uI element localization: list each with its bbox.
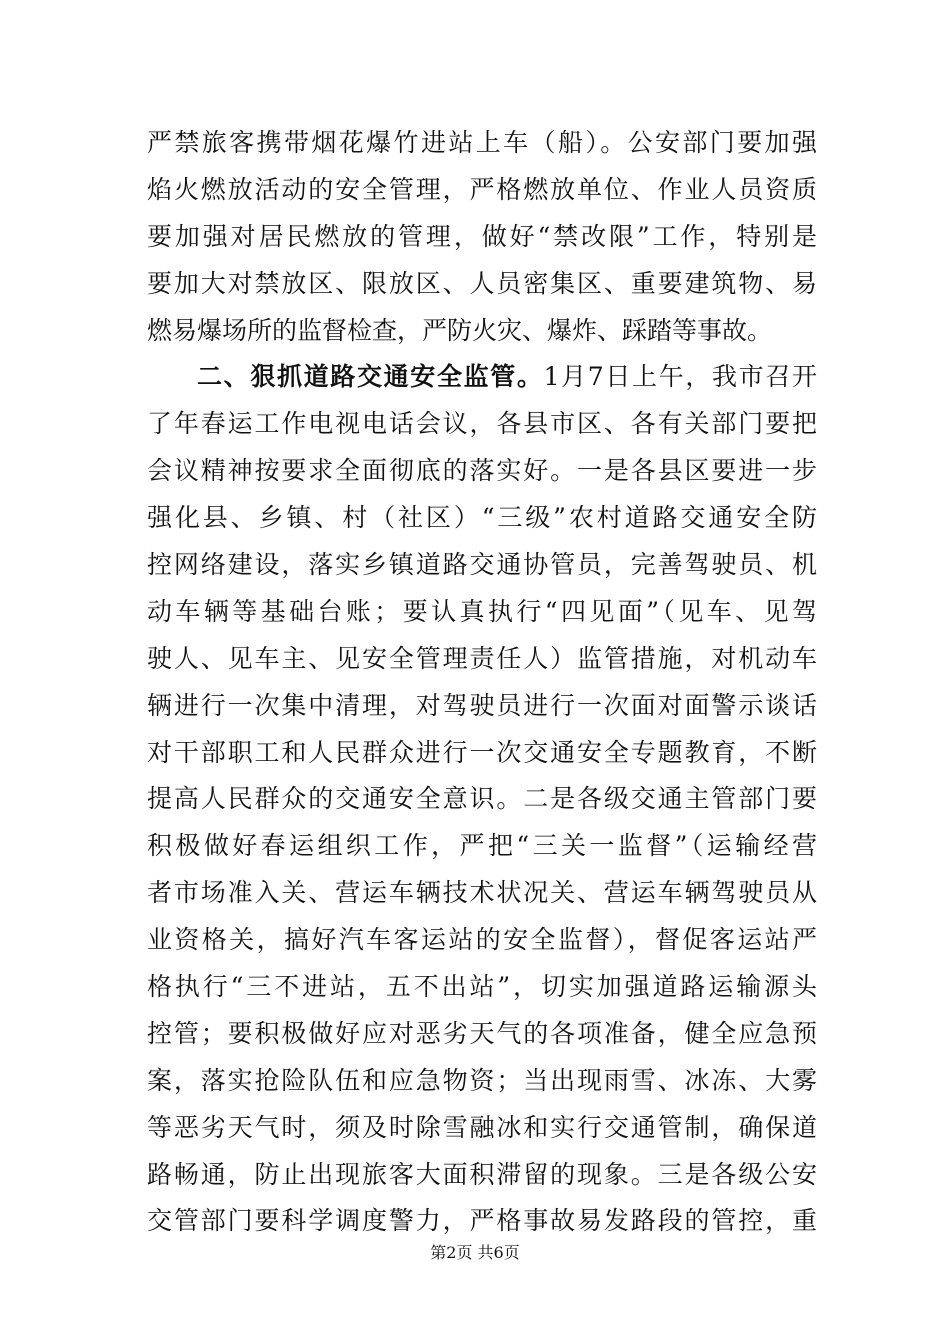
- text-line: 路畅通，防止出现旅客大面积滞留的现象。三是各级公安: [147, 1159, 817, 1189]
- document-body: [147, 120, 817, 1245]
- text-line: 对干部职工和人民群众进行一次交通安全专题教育，不断: [147, 737, 817, 767]
- text-line: 控管；要积极做好应对恶劣天气的各项准备，健全应急预: [147, 1018, 817, 1048]
- paragraph-fireworks-safety: [147, 120, 817, 354]
- text-line: 燃易爆场所的监督检查，严防火灾、爆炸、踩踏等事故。: [147, 315, 773, 345]
- text-line: 辆进行一次集中清理，对驾驶员进行一次面对面警示谈话: [147, 690, 817, 720]
- text-line: 要加强对居民燃放的管理，做好“禁改限”工作，特别是: [147, 221, 817, 251]
- text-line: 了年春运工作电视电话会议，各县市区、各有关部门要把: [147, 409, 817, 439]
- paragraph-road-traffic-safety: [147, 354, 817, 1245]
- text-line: 严禁旅客携带烟花爆竹进站上车（船）。公安部门要加强: [147, 128, 817, 157]
- text-line: 提高人民群众的交通安全意识。二是各级交通主管部门要: [147, 784, 817, 814]
- text-line: 等恶劣天气时，须及时除雪融冰和实行交通管制，确保道: [147, 1112, 817, 1142]
- text-line: 交管部门要科学调度警力，严格事故易发路段的管控，重: [147, 1206, 817, 1236]
- text-line: 会议精神按要求全面彻底的落实好。一是各县区要进一步: [147, 456, 817, 486]
- text-line: 要加大对禁放区、限放区、人员密集区、重要建筑物、易: [147, 268, 817, 298]
- text-line: 积极做好春运组织工作，严把“三关一监督”（运输经营: [147, 831, 817, 861]
- text-line: 驶人、见车主、见安全管理责任人）监管措施，对机动车: [147, 643, 817, 673]
- text-line-rest: 1月7日上午，我市召开: [543, 362, 817, 392]
- page-number-footer: 第2页 共6页: [430, 1243, 520, 1262]
- text-line: 者市场准入关、营运车辆技术状况关、营运车辆驾驶员从: [147, 878, 817, 908]
- text-line: 格执行“三不进站，五不出站”，切实加强道路运输源头: [147, 972, 817, 1002]
- text-line: 控网络建设，落实乡镇道路交通协管员，完善驾驶员、机: [147, 550, 817, 580]
- section-heading: 二、狠抓道路交通安全监管。: [197, 362, 544, 392]
- text-line-with-heading: [147, 354, 817, 401]
- text-line: 动车辆等基础台账；要认真执行“四见面”（见车、见驾: [147, 596, 817, 626]
- text-line: 业资格关，搞好汽车客运站的安全监督），督促客运站严: [147, 925, 817, 955]
- text-line: 焰火燃放活动的安全管理，严格燃放单位、作业人员资质: [147, 174, 817, 204]
- text-line: 强化县、乡镇、村（社区）“三级”农村道路交通安全防: [147, 503, 817, 533]
- text-line: 案，落实抢险队伍和应急物资；当出现雨雪、冰冻、大雾: [147, 1065, 817, 1095]
